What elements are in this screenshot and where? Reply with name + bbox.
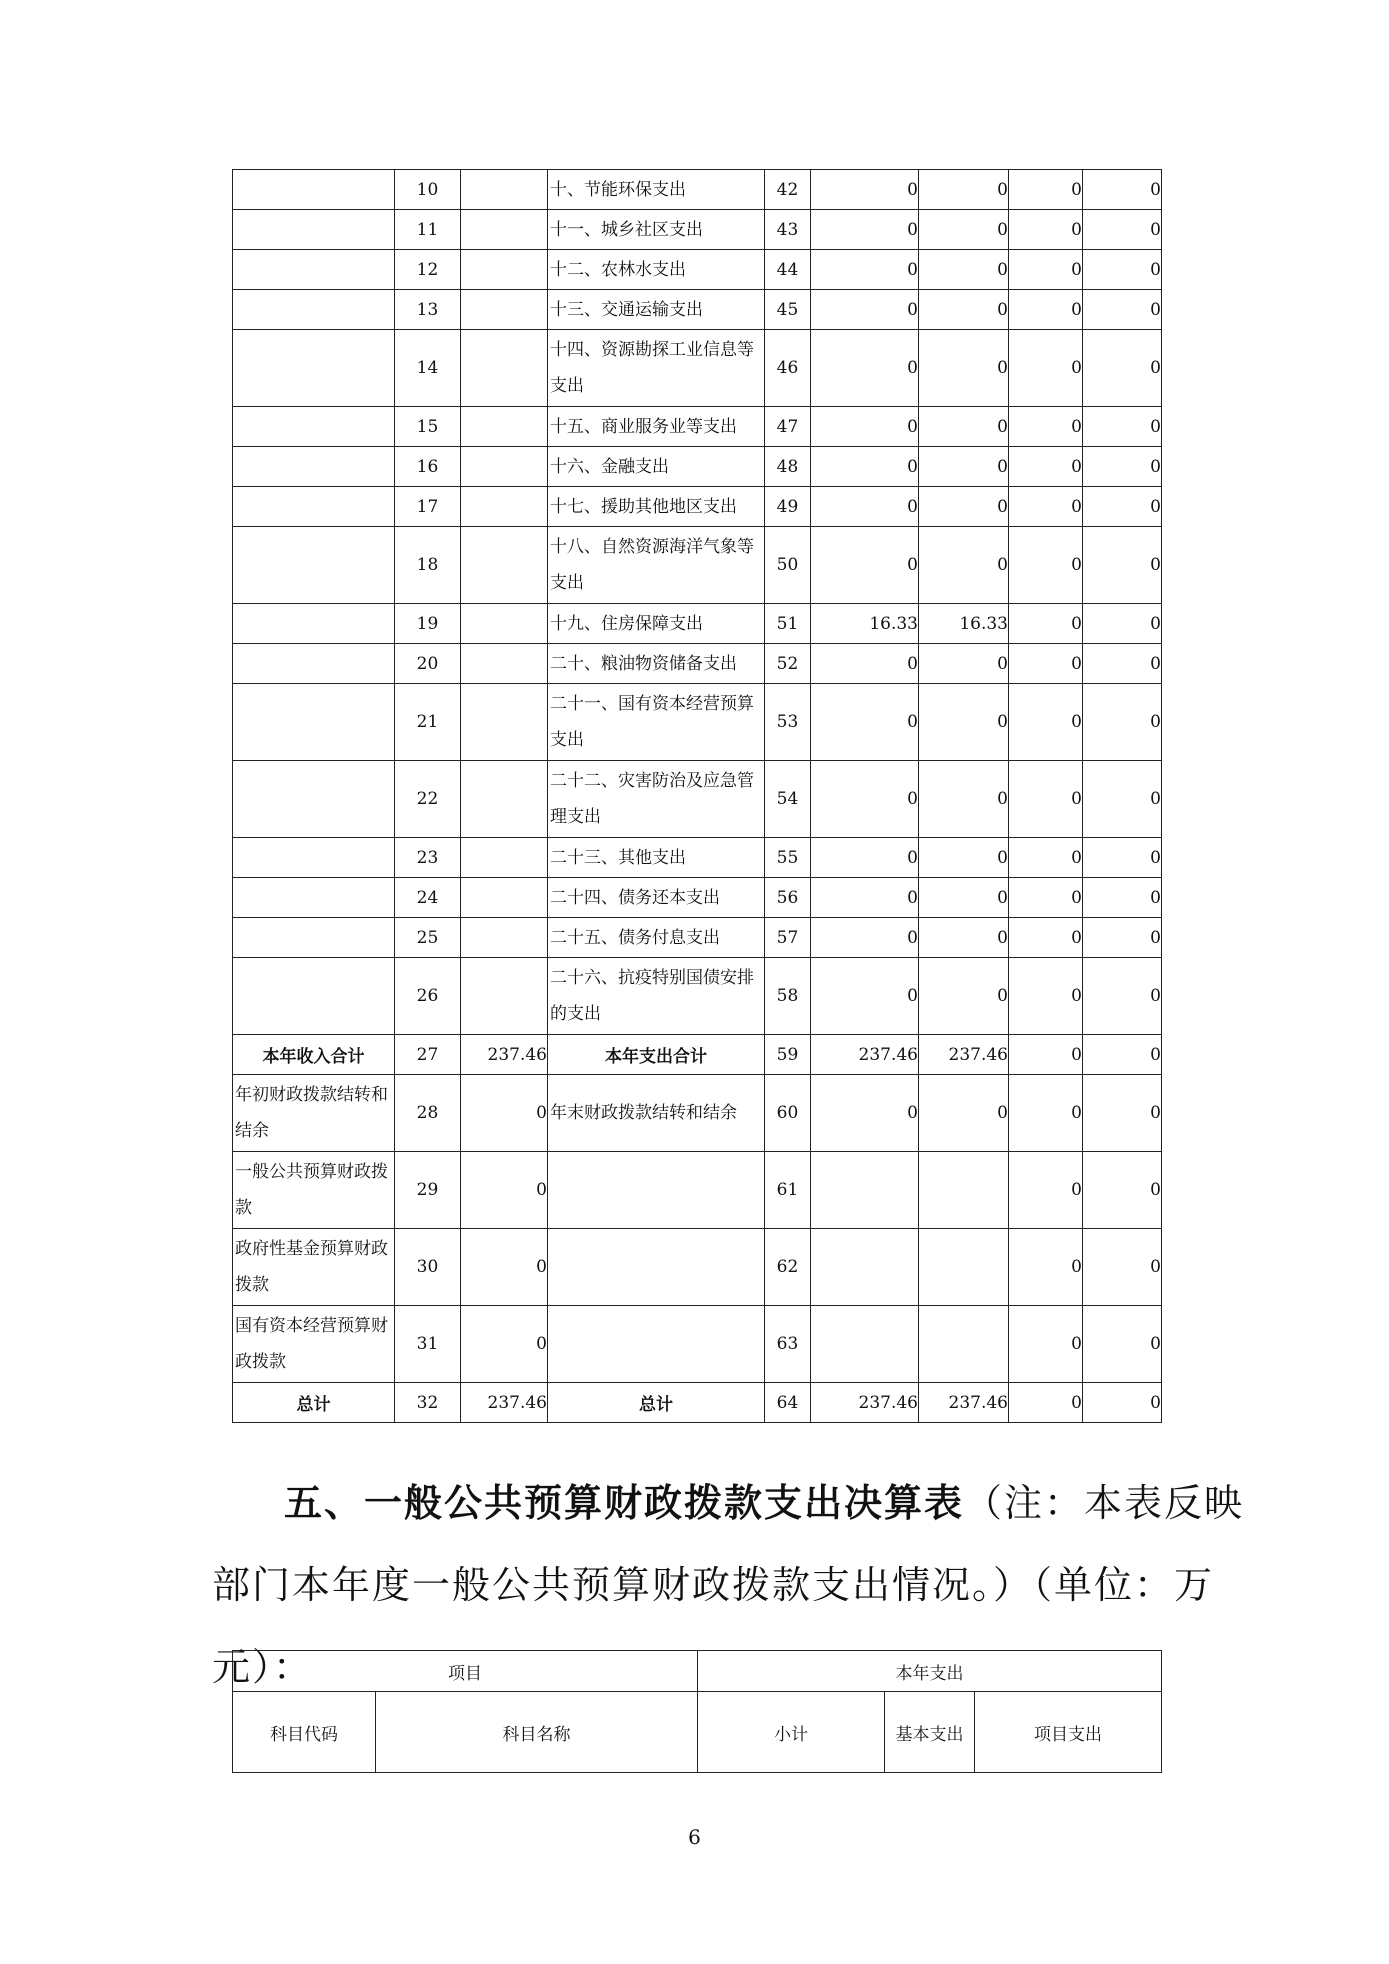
row-label	[233, 330, 395, 407]
expense-total: 0	[811, 684, 919, 761]
table-row	[233, 290, 1162, 330]
expense-item: 十八、自然资源海洋气象等支出	[548, 527, 765, 604]
expense-total	[811, 1229, 919, 1306]
table-row	[233, 1152, 1162, 1229]
table-row	[233, 527, 1162, 604]
row-number-expense: 58	[765, 958, 811, 1035]
expense-item: 二十、粮油物资储备支出	[548, 644, 765, 684]
row-number-income: 27	[395, 1035, 461, 1075]
header-item: 项目	[233, 1651, 698, 1692]
expense-item	[548, 1229, 765, 1306]
expense-total: 0	[811, 170, 919, 210]
expense-subtotal-3: 0	[1083, 644, 1162, 684]
expense-total: 0	[811, 447, 919, 487]
expense-subtotal-3: 0	[1083, 684, 1162, 761]
table-row	[233, 170, 1162, 210]
row-label	[233, 170, 395, 210]
expense-item: 二十一、国有资本经营预算支出	[548, 684, 765, 761]
table-row	[233, 330, 1162, 407]
row-label	[233, 527, 395, 604]
row-number-income: 11	[395, 210, 461, 250]
heading-note-start: （注：本表反映	[964, 1481, 1245, 1525]
expense-subtotal-3: 0	[1083, 918, 1162, 958]
income-expense-summary-table	[232, 169, 1162, 1423]
expense-total: 0	[811, 527, 919, 604]
row-number-income: 15	[395, 407, 461, 447]
table-row	[233, 1383, 1162, 1423]
expense-subtotal-1: 16.33	[919, 604, 1009, 644]
row-label: 本年收入合计	[233, 1035, 395, 1075]
expense-total: 0	[811, 210, 919, 250]
expense-subtotal-3: 0	[1083, 170, 1162, 210]
expense-subtotal-1: 0	[919, 918, 1009, 958]
expense-item: 年末财政拨款结转和结余	[548, 1075, 765, 1152]
expense-item: 二十三、其他支出	[548, 838, 765, 878]
heading-line-3: 元）：	[212, 1645, 314, 1689]
expense-subtotal-2: 0	[1009, 407, 1083, 447]
expense-subtotal-3: 0	[1083, 330, 1162, 407]
expense-total: 0	[811, 644, 919, 684]
table-row	[233, 761, 1162, 838]
header-basic-expense: 基本支出	[885, 1692, 975, 1773]
income-amount	[461, 487, 548, 527]
row-number-income: 12	[395, 250, 461, 290]
expense-item: 总计	[548, 1383, 765, 1423]
expense-item: 本年支出合计	[548, 1035, 765, 1075]
table-row	[233, 958, 1162, 1035]
table-body	[233, 170, 1162, 1423]
row-number-expense: 46	[765, 330, 811, 407]
expense-subtotal-2: 0	[1009, 170, 1083, 210]
row-number-expense: 64	[765, 1383, 811, 1423]
row-label	[233, 958, 395, 1035]
income-amount	[461, 407, 548, 447]
income-amount	[461, 330, 548, 407]
heading-line-2: 部门本年度一般公共预算财政拨款支出情况。）（单位：万	[212, 1563, 1215, 1607]
expense-total: 0	[811, 761, 919, 838]
expense-subtotal-3: 0	[1083, 1035, 1162, 1075]
row-label	[233, 838, 395, 878]
table-header-row	[233, 1651, 1162, 1692]
expense-item	[548, 1152, 765, 1229]
row-number-expense: 57	[765, 918, 811, 958]
expense-subtotal-3: 0	[1083, 210, 1162, 250]
income-amount	[461, 684, 548, 761]
row-number-income: 23	[395, 838, 461, 878]
heading-title: 五、一般公共预算财政拨款支出决算表	[284, 1480, 965, 1525]
row-number-expense: 48	[765, 447, 811, 487]
expense-subtotal-2: 0	[1009, 644, 1083, 684]
header-subject-name: 科目名称	[376, 1692, 698, 1773]
income-amount	[461, 644, 548, 684]
row-number-income: 31	[395, 1306, 461, 1383]
row-label	[233, 407, 395, 447]
income-amount	[461, 210, 548, 250]
expense-subtotal-1	[919, 1229, 1009, 1306]
expense-subtotal-3: 0	[1083, 1306, 1162, 1383]
expense-subtotal-2: 0	[1009, 330, 1083, 407]
expense-subtotal-3: 0	[1083, 487, 1162, 527]
expense-total: 237.46	[811, 1035, 919, 1075]
row-number-income: 17	[395, 487, 461, 527]
income-amount	[461, 447, 548, 487]
expense-total	[811, 1306, 919, 1383]
table-row	[233, 487, 1162, 527]
header-project-expense: 项目支出	[975, 1692, 1162, 1773]
expense-subtotal-2: 0	[1009, 1075, 1083, 1152]
page-number: 6	[688, 1825, 701, 1849]
expense-subtotal-1: 0	[919, 330, 1009, 407]
table-row	[233, 684, 1162, 761]
expense-item: 二十二、灾害防治及应急管理支出	[548, 761, 765, 838]
expense-total: 0	[811, 878, 919, 918]
expense-item: 十七、援助其他地区支出	[548, 487, 765, 527]
expense-subtotal-3: 0	[1083, 290, 1162, 330]
expense-total: 0	[811, 838, 919, 878]
expense-item: 十六、金融支出	[548, 447, 765, 487]
row-number-expense: 42	[765, 170, 811, 210]
row-number-expense: 54	[765, 761, 811, 838]
table-row	[233, 878, 1162, 918]
row-number-income: 28	[395, 1075, 461, 1152]
expense-subtotal-1: 0	[919, 838, 1009, 878]
expense-total: 0	[811, 407, 919, 447]
row-number-income: 14	[395, 330, 461, 407]
header-subject-code: 科目代码	[233, 1692, 376, 1773]
table-row	[233, 838, 1162, 878]
row-number-income: 18	[395, 527, 461, 604]
table-row	[233, 407, 1162, 447]
row-label	[233, 761, 395, 838]
expense-subtotal-2: 0	[1009, 210, 1083, 250]
row-number-expense: 61	[765, 1152, 811, 1229]
row-number-income: 26	[395, 958, 461, 1035]
row-number-expense: 63	[765, 1306, 811, 1383]
expense-subtotal-1: 0	[919, 170, 1009, 210]
expense-subtotal-1: 0	[919, 527, 1009, 604]
expense-subtotal-1: 0	[919, 644, 1009, 684]
header-year-expense: 本年支出	[698, 1651, 1162, 1692]
expense-subtotal-2: 0	[1009, 878, 1083, 918]
table-row	[233, 918, 1162, 958]
expense-subtotal-1: 0	[919, 487, 1009, 527]
row-number-income: 30	[395, 1229, 461, 1306]
expense-total: 0	[811, 250, 919, 290]
row-number-income: 16	[395, 447, 461, 487]
expense-subtotal-3: 0	[1083, 878, 1162, 918]
row-number-income: 20	[395, 644, 461, 684]
expense-item: 十二、农林水支出	[548, 250, 765, 290]
row-number-income: 13	[395, 290, 461, 330]
row-label: 一般公共预算财政拨款	[233, 1152, 395, 1229]
expense-subtotal-2: 0	[1009, 1383, 1083, 1423]
expense-subtotal-1	[919, 1152, 1009, 1229]
expense-total: 16.33	[811, 604, 919, 644]
table-row	[233, 644, 1162, 684]
expense-subtotal-3: 0	[1083, 1229, 1162, 1306]
row-number-expense: 53	[765, 684, 811, 761]
row-number-expense: 56	[765, 878, 811, 918]
expense-total: 0	[811, 918, 919, 958]
expense-subtotal-2: 0	[1009, 1035, 1083, 1075]
row-number-expense: 49	[765, 487, 811, 527]
expense-subtotal-2: 0	[1009, 838, 1083, 878]
table-row	[233, 447, 1162, 487]
row-number-expense: 52	[765, 644, 811, 684]
row-label	[233, 250, 395, 290]
row-number-expense: 55	[765, 838, 811, 878]
expense-total: 0	[811, 958, 919, 1035]
expense-subtotal-3: 0	[1083, 958, 1162, 1035]
row-number-income: 21	[395, 684, 461, 761]
row-label	[233, 918, 395, 958]
expense-subtotal-2: 0	[1009, 250, 1083, 290]
table-subheader-row	[233, 1692, 1162, 1773]
expense-item: 十三、交通运输支出	[548, 290, 765, 330]
row-label: 政府性基金预算财政拨款	[233, 1229, 395, 1306]
expense-subtotal-1	[919, 1306, 1009, 1383]
income-amount	[461, 918, 548, 958]
expense-item: 二十六、抗疫特别国债安排的支出	[548, 958, 765, 1035]
table-row	[233, 1035, 1162, 1075]
row-number-income: 32	[395, 1383, 461, 1423]
expense-total	[811, 1152, 919, 1229]
expense-subtotal-3: 0	[1083, 761, 1162, 838]
expense-subtotal-3: 0	[1083, 1075, 1162, 1152]
expense-item: 十九、住房保障支出	[548, 604, 765, 644]
expense-item: 十四、资源勘探工业信息等支出	[548, 330, 765, 407]
expense-total: 0	[811, 290, 919, 330]
income-amount	[461, 170, 548, 210]
expense-item: 二十五、债务付息支出	[548, 918, 765, 958]
row-label	[233, 487, 395, 527]
expense-subtotal-2: 0	[1009, 487, 1083, 527]
expense-subtotal-1: 0	[919, 250, 1009, 290]
expense-total: 0	[811, 1075, 919, 1152]
row-number-income: 22	[395, 761, 461, 838]
row-label	[233, 878, 395, 918]
income-amount	[461, 838, 548, 878]
income-amount	[461, 290, 548, 330]
row-label	[233, 447, 395, 487]
row-number-expense: 51	[765, 604, 811, 644]
expense-item	[548, 1306, 765, 1383]
expense-subtotal-1: 0	[919, 684, 1009, 761]
header-subtotal: 小计	[698, 1692, 885, 1773]
row-number-expense: 47	[765, 407, 811, 447]
table-row	[233, 1229, 1162, 1306]
expense-subtotal-2: 0	[1009, 958, 1083, 1035]
expense-item: 十、节能环保支出	[548, 170, 765, 210]
row-number-expense: 62	[765, 1229, 811, 1306]
table-row	[233, 1075, 1162, 1152]
row-label	[233, 684, 395, 761]
row-number-income: 19	[395, 604, 461, 644]
row-label	[233, 604, 395, 644]
row-number-income: 10	[395, 170, 461, 210]
expense-total: 237.46	[811, 1383, 919, 1423]
row-label	[233, 210, 395, 250]
income-amount	[461, 761, 548, 838]
expense-total: 0	[811, 487, 919, 527]
row-label	[233, 644, 395, 684]
income-amount: 237.46	[461, 1383, 548, 1423]
expense-subtotal-2: 0	[1009, 1306, 1083, 1383]
row-number-expense: 43	[765, 210, 811, 250]
expense-subtotal-3: 0	[1083, 604, 1162, 644]
income-amount: 237.46	[461, 1035, 548, 1075]
expense-subtotal-3: 0	[1083, 407, 1162, 447]
row-number-expense: 45	[765, 290, 811, 330]
expense-subtotal-1: 0	[919, 447, 1009, 487]
income-amount	[461, 250, 548, 290]
table-row	[233, 1306, 1162, 1383]
row-number-income: 24	[395, 878, 461, 918]
expense-subtotal-2: 0	[1009, 761, 1083, 838]
expense-subtotal-1: 0	[919, 210, 1009, 250]
income-amount: 0	[461, 1075, 548, 1152]
row-label: 年初财政拨款结转和结余	[233, 1075, 395, 1152]
expense-subtotal-2: 0	[1009, 527, 1083, 604]
income-amount	[461, 604, 548, 644]
row-number-income: 29	[395, 1152, 461, 1229]
expense-subtotal-3: 0	[1083, 1383, 1162, 1423]
expense-subtotal-2: 0	[1009, 604, 1083, 644]
expense-subtotal-3: 0	[1083, 250, 1162, 290]
expense-subtotal-1: 237.46	[919, 1383, 1009, 1423]
table-row	[233, 604, 1162, 644]
expense-subtotal-2: 0	[1009, 447, 1083, 487]
row-label: 国有资本经营预算财政拨款	[233, 1306, 395, 1383]
row-label	[233, 290, 395, 330]
row-label: 总计	[233, 1383, 395, 1423]
expense-total: 0	[811, 330, 919, 407]
expense-subtotal-3: 0	[1083, 527, 1162, 604]
heading-line-1	[212, 1462, 1245, 1544]
row-number-expense: 44	[765, 250, 811, 290]
row-number-income: 25	[395, 918, 461, 958]
income-amount	[461, 527, 548, 604]
expense-subtotal-1: 0	[919, 761, 1009, 838]
expense-subtotal-2: 0	[1009, 684, 1083, 761]
expense-subtotal-1: 237.46	[919, 1035, 1009, 1075]
income-amount: 0	[461, 1306, 548, 1383]
expense-subtotal-1: 0	[919, 1075, 1009, 1152]
expense-subtotal-1: 0	[919, 958, 1009, 1035]
income-amount	[461, 958, 548, 1035]
income-amount: 0	[461, 1229, 548, 1306]
row-number-expense: 50	[765, 527, 811, 604]
expense-subtotal-3: 0	[1083, 447, 1162, 487]
expense-item: 十一、城乡社区支出	[548, 210, 765, 250]
expense-item: 十五、商业服务业等支出	[548, 407, 765, 447]
expense-subtotal-2: 0	[1009, 1152, 1083, 1229]
expense-subtotal-3: 0	[1083, 1152, 1162, 1229]
expense-subtotal-1: 0	[919, 878, 1009, 918]
expense-subtotal-2: 0	[1009, 918, 1083, 958]
income-amount: 0	[461, 1152, 548, 1229]
expense-subtotal-2: 0	[1009, 1229, 1083, 1306]
table-row	[233, 210, 1162, 250]
expense-subtotal-2: 0	[1009, 290, 1083, 330]
expense-item: 二十四、债务还本支出	[548, 878, 765, 918]
table-row	[233, 250, 1162, 290]
expense-subtotal-1: 0	[919, 407, 1009, 447]
income-amount	[461, 878, 548, 918]
row-number-expense: 60	[765, 1075, 811, 1152]
expense-subtotal-3: 0	[1083, 838, 1162, 878]
row-number-expense: 59	[765, 1035, 811, 1075]
general-budget-expenditure-table	[232, 1650, 1162, 1773]
expense-subtotal-1: 0	[919, 290, 1009, 330]
